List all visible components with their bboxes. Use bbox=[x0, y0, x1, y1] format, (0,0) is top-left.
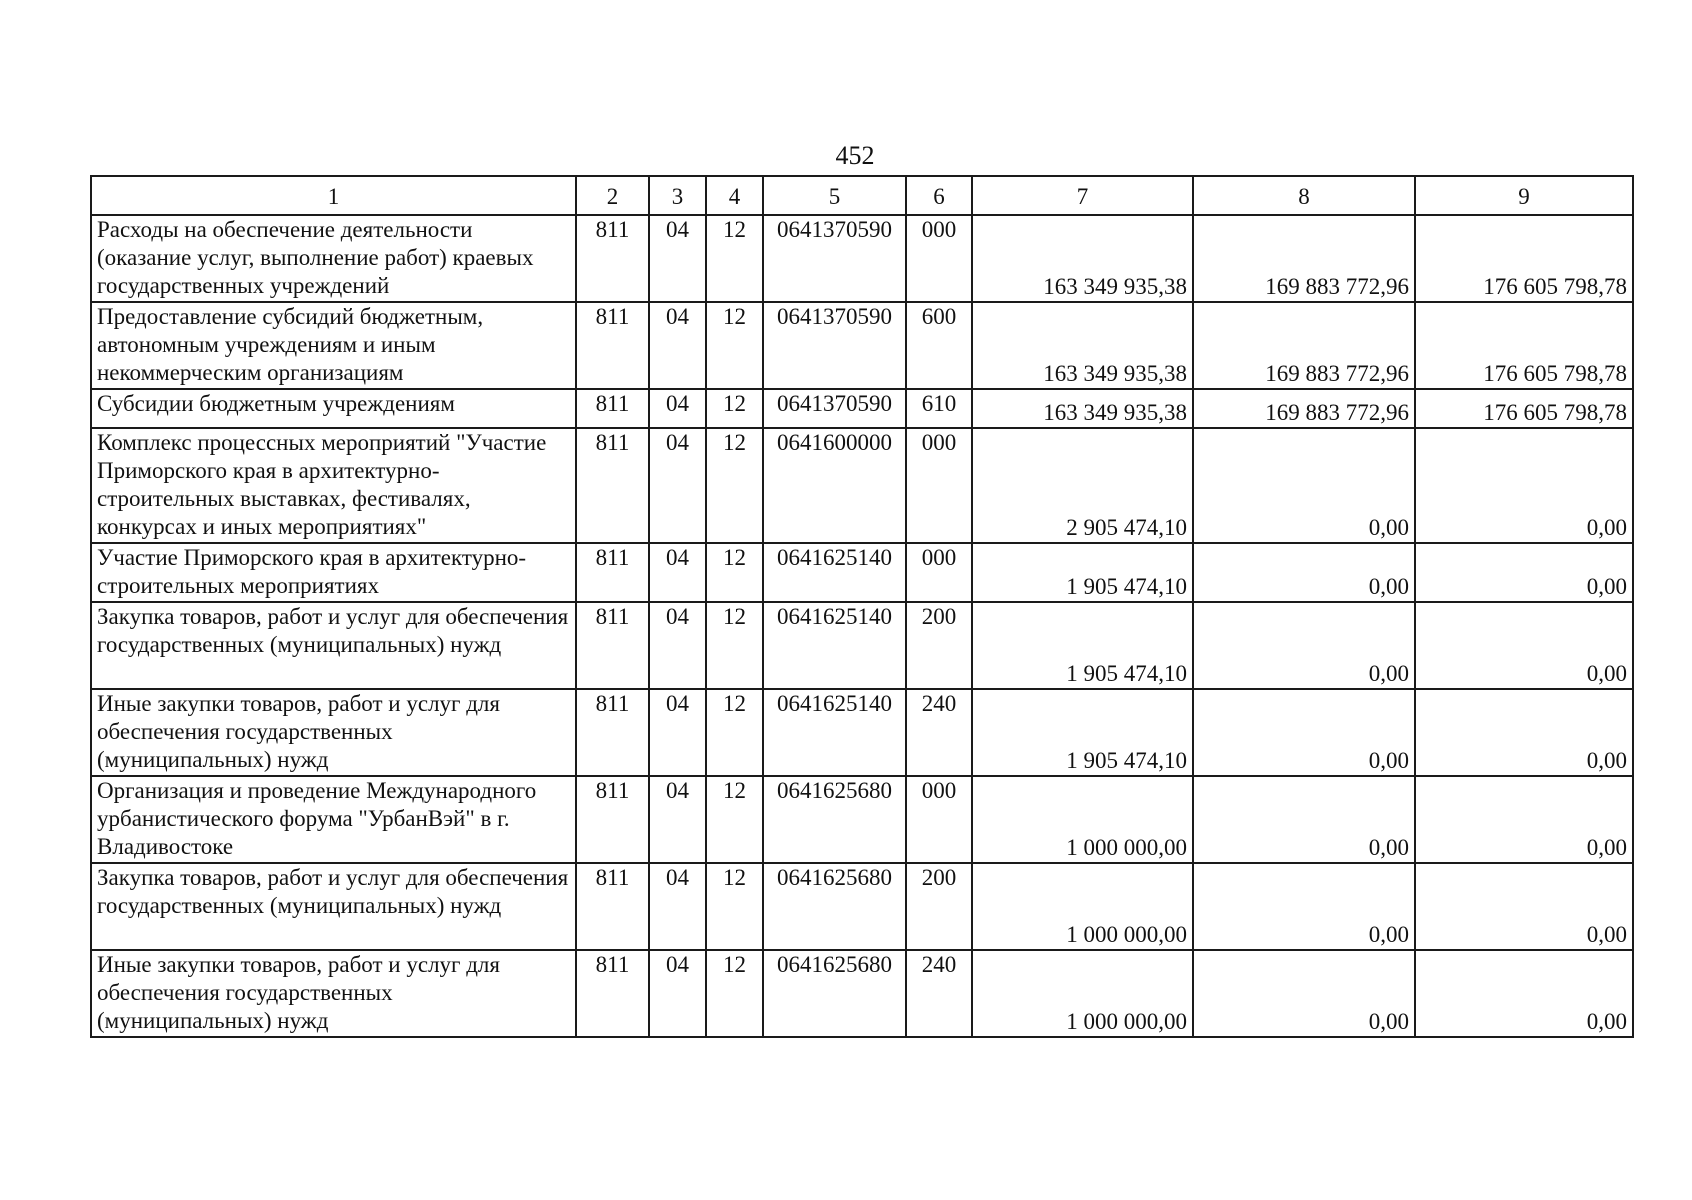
row-amount-col8: 169 883 772,96 bbox=[1193, 389, 1415, 428]
row-csr-code: 0641625140 bbox=[763, 602, 906, 689]
row-rz-code: 04 bbox=[649, 543, 706, 602]
row-pr-code: 12 bbox=[706, 215, 763, 302]
row-rz-code: 04 bbox=[649, 389, 706, 428]
row-name: Иные закупки товаров, работ и услуг для обеспечения государственных (муниципальных) нужд bbox=[91, 689, 576, 776]
row-pr-code: 12 bbox=[706, 543, 763, 602]
row-rz-code: 04 bbox=[649, 428, 706, 543]
row-pr-code: 12 bbox=[706, 689, 763, 776]
row-vr-code: 000 bbox=[906, 428, 972, 543]
row-amount-col9: 0,00 bbox=[1415, 428, 1633, 543]
row-amount-col9: 0,00 bbox=[1415, 950, 1633, 1037]
row-amount-col9: 0,00 bbox=[1415, 776, 1633, 863]
row-amount-col7: 1 905 474,10 bbox=[972, 602, 1193, 689]
row-vr-code: 200 bbox=[906, 602, 972, 689]
row-pr-code: 12 bbox=[706, 950, 763, 1037]
row-rz-code: 04 bbox=[649, 602, 706, 689]
row-amount-col8: 0,00 bbox=[1193, 776, 1415, 863]
row-csr-code: 0641625680 bbox=[763, 863, 906, 950]
table-row bbox=[91, 950, 1633, 1037]
row-pr-code: 12 bbox=[706, 302, 763, 389]
table-row bbox=[91, 543, 1633, 602]
header-cell: 7 bbox=[972, 176, 1193, 215]
row-name: Предоставление субсидий бюджетным, автономным учреждениям и иным некоммерческим организациям bbox=[91, 302, 576, 389]
row-gr-code: 811 bbox=[576, 776, 649, 863]
row-csr-code: 0641625140 bbox=[763, 689, 906, 776]
row-amount-col7: 1 905 474,10 bbox=[972, 543, 1193, 602]
row-amount-col7: 163 349 935,38 bbox=[972, 302, 1193, 389]
row-amount-col8: 0,00 bbox=[1193, 863, 1415, 950]
row-amount-col9: 0,00 bbox=[1415, 543, 1633, 602]
row-gr-code: 811 bbox=[576, 428, 649, 543]
page-number: 452 bbox=[835, 141, 875, 170]
row-amount-col9: 0,00 bbox=[1415, 602, 1633, 689]
row-name: Организация и проведение Международного урбанистического форума "УрбанВэй" в г. Владивостоке bbox=[91, 776, 576, 863]
table-row bbox=[91, 863, 1633, 950]
row-amount-col8: 0,00 bbox=[1193, 602, 1415, 689]
row-amount-col8: 0,00 bbox=[1193, 428, 1415, 543]
row-vr-code: 600 bbox=[906, 302, 972, 389]
row-name: Комплекс процессных мероприятий "Участие Приморского края в архитектурно-строительных выставках, фестивалях, конкурсах и иных мероприятиях" bbox=[91, 428, 576, 543]
table-row bbox=[91, 689, 1633, 776]
row-vr-code: 000 bbox=[906, 215, 972, 302]
header-cell: 6 bbox=[906, 176, 972, 215]
row-rz-code: 04 bbox=[649, 689, 706, 776]
row-name: Закупка товаров, работ и услуг для обеспечения государственных (муниципальных) нужд bbox=[91, 602, 576, 689]
header-cell: 3 bbox=[649, 176, 706, 215]
row-csr-code: 0641370590 bbox=[763, 302, 906, 389]
row-gr-code: 811 bbox=[576, 389, 649, 428]
header-cell: 8 bbox=[1193, 176, 1415, 215]
row-pr-code: 12 bbox=[706, 389, 763, 428]
table-row bbox=[91, 215, 1633, 302]
row-amount-col8: 169 883 772,96 bbox=[1193, 302, 1415, 389]
row-gr-code: 811 bbox=[576, 215, 649, 302]
row-rz-code: 04 bbox=[649, 215, 706, 302]
row-gr-code: 811 bbox=[576, 689, 649, 776]
row-amount-col8: 0,00 bbox=[1193, 950, 1415, 1037]
row-pr-code: 12 bbox=[706, 602, 763, 689]
row-amount-col7: 2 905 474,10 bbox=[972, 428, 1193, 543]
row-vr-code: 240 bbox=[906, 950, 972, 1037]
row-vr-code: 000 bbox=[906, 543, 972, 602]
row-amount-col9: 0,00 bbox=[1415, 689, 1633, 776]
row-rz-code: 04 bbox=[649, 950, 706, 1037]
table-row bbox=[91, 602, 1633, 689]
table-row bbox=[91, 776, 1633, 863]
table-row bbox=[91, 389, 1633, 428]
row-vr-code: 000 bbox=[906, 776, 972, 863]
row-amount-col8: 0,00 bbox=[1193, 689, 1415, 776]
row-csr-code: 0641370590 bbox=[763, 215, 906, 302]
row-amount-col8: 169 883 772,96 bbox=[1193, 215, 1415, 302]
row-gr-code: 811 bbox=[576, 543, 649, 602]
row-amount-col7: 163 349 935,38 bbox=[972, 215, 1193, 302]
row-csr-code: 0641600000 bbox=[763, 428, 906, 543]
row-vr-code: 200 bbox=[906, 863, 972, 950]
row-amount-col9: 176 605 798,78 bbox=[1415, 215, 1633, 302]
row-name: Расходы на обеспечение деятельности (оказание услуг, выполнение работ) краевых государственных учреждений bbox=[91, 215, 576, 302]
row-amount-col9: 176 605 798,78 bbox=[1415, 302, 1633, 389]
row-amount-col7: 1 000 000,00 bbox=[972, 776, 1193, 863]
budget-table bbox=[90, 175, 1634, 1038]
row-name: Иные закупки товаров, работ и услуг для обеспечения государственных (муниципальных) нужд bbox=[91, 950, 576, 1037]
row-name: Закупка товаров, работ и услуг для обеспечения государственных (муниципальных) нужд bbox=[91, 863, 576, 950]
row-amount-col9: 0,00 bbox=[1415, 863, 1633, 950]
row-amount-col7: 1 000 000,00 bbox=[972, 863, 1193, 950]
row-csr-code: 0641625680 bbox=[763, 776, 906, 863]
row-amount-col8: 0,00 bbox=[1193, 543, 1415, 602]
row-amount-col7: 163 349 935,38 bbox=[972, 389, 1193, 428]
header-cell: 4 bbox=[706, 176, 763, 215]
header-cell: 1 bbox=[91, 176, 576, 215]
row-gr-code: 811 bbox=[576, 302, 649, 389]
header-cell: 5 bbox=[763, 176, 906, 215]
row-rz-code: 04 bbox=[649, 863, 706, 950]
row-vr-code: 240 bbox=[906, 689, 972, 776]
row-name: Участие Приморского края в архитектурно-строительных мероприятиях bbox=[91, 543, 576, 602]
row-rz-code: 04 bbox=[649, 302, 706, 389]
row-csr-code: 0641370590 bbox=[763, 389, 906, 428]
row-amount-col9: 176 605 798,78 bbox=[1415, 389, 1633, 428]
header-cell: 2 bbox=[576, 176, 649, 215]
header-cell: 9 bbox=[1415, 176, 1633, 215]
row-gr-code: 811 bbox=[576, 950, 649, 1037]
row-gr-code: 811 bbox=[576, 863, 649, 950]
row-name: Субсидии бюджетным учреждениям bbox=[91, 389, 576, 428]
row-csr-code: 0641625140 bbox=[763, 543, 906, 602]
row-pr-code: 12 bbox=[706, 776, 763, 863]
row-pr-code: 12 bbox=[706, 863, 763, 950]
row-gr-code: 811 bbox=[576, 602, 649, 689]
row-csr-code: 0641625680 bbox=[763, 950, 906, 1037]
row-amount-col7: 1 905 474,10 bbox=[972, 689, 1193, 776]
table-header-row bbox=[91, 176, 1633, 215]
row-vr-code: 610 bbox=[906, 389, 972, 428]
row-amount-col7: 1 000 000,00 bbox=[972, 950, 1193, 1037]
row-pr-code: 12 bbox=[706, 428, 763, 543]
row-rz-code: 04 bbox=[649, 776, 706, 863]
table-row bbox=[91, 302, 1633, 389]
table-row bbox=[91, 428, 1633, 543]
